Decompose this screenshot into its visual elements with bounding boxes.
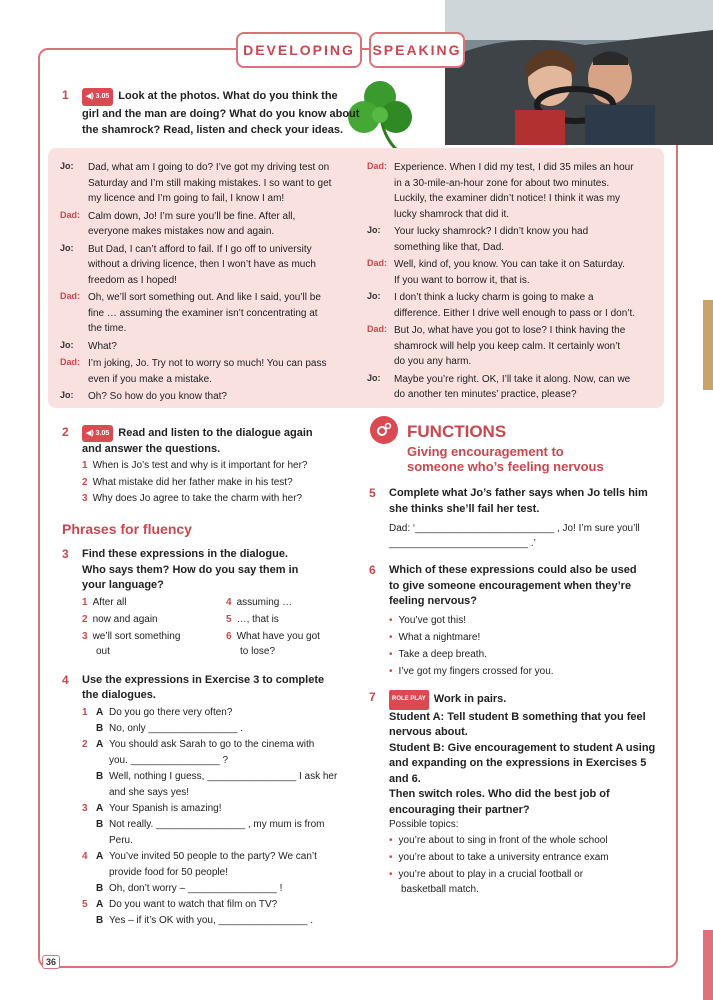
ex4-line-a: Do you go there very often?: [109, 707, 233, 718]
speaker-label: Dad:: [60, 291, 80, 301]
dialogue-line: something like that, Dad.: [394, 241, 505, 253]
ex7-bullet: • you’re about to take a university entrance exam: [389, 852, 609, 863]
dialogue-line: I don’t think a lucky charm is going to make a: [394, 292, 594, 303]
edge-tab: [703, 300, 713, 390]
ex4-line-a: You’ve invited 50 people to the party? We can’t: [109, 851, 317, 862]
dialogue-line: do you any harm.: [394, 356, 472, 367]
dialogue-line: But Dad, I can’t afford to fail. If I go off to university: [88, 243, 312, 255]
speaker-b: B: [96, 771, 104, 782]
speaker-b: B: [96, 915, 104, 926]
ex3-item: 1 After all: [82, 597, 127, 608]
speaker-label: Dad:: [367, 258, 387, 268]
speaker-a: A: [96, 851, 104, 862]
ex7-instructions: ROLE PLAY Work in pairs. Student A: Tell student B something that you feel nervous about. Student B: Give encouragement to student A using and expanding on the expressions in Exercises 5 and 6. Then switch roles. Who did the best job of encouraging their partner?: [389, 690, 655, 818]
dialogue-line: difference. Either I drive well enough to pass or I don’t.: [394, 307, 636, 319]
ex2-number: 2: [62, 425, 69, 439]
dialogue-line: do another ten minutes’ practice, please?: [394, 389, 577, 400]
functions-heading: FUNCTIONS: [407, 422, 507, 441]
dialogue-line: Well, kind of, you know. You can take it on Saturday.: [394, 259, 625, 270]
dialogue-line: freedom as I hoped!: [88, 274, 177, 286]
ex4-line-b: Oh, don’t worry – ________________ !: [109, 883, 283, 894]
ex6-bullet: • I’ve got my fingers crossed for you.: [389, 666, 554, 677]
ex1-number: 1: [62, 88, 69, 102]
ex3-item: 3 we’ll sort something out: [82, 631, 181, 657]
ex4-item-number: 4: [82, 851, 88, 862]
tab-developing: DEVELOPING: [236, 32, 362, 68]
dialogue-line: Experience. When I did my test, I did 35 miles an hour: [394, 162, 634, 173]
dialogue-line: lucky shamrock that did it.: [394, 208, 510, 220]
ex6-bullet: • You’ve got this!: [389, 615, 466, 626]
ex4-line-b: No, only ________________ .: [109, 723, 244, 734]
ex3-item: 4 assuming …: [226, 597, 293, 608]
speaker-b: B: [96, 723, 104, 734]
ex2-instructions: ◀) 3.05 Read and listen to the dialogue again and answer the questions.: [82, 427, 313, 455]
speaker-label: Dad:: [367, 324, 387, 334]
speaker-b: B: [96, 883, 104, 894]
ex1-instructions: ◀) 3.05 Look at the photos. What do you think the girl and the man are doing? What do you know about the shamrock? Read, listen and check your ideas.: [82, 90, 360, 136]
dialogue-line: shamrock will help you keep calm. It certainly won’t: [394, 340, 621, 352]
ex4-line-b: Peru.: [109, 835, 133, 846]
speaker-label: Jo:: [60, 339, 74, 350]
dialogue-line: the time.: [88, 323, 127, 334]
dialogue-line: without a driving licence, then I won’t have as much: [88, 259, 316, 270]
audio-icon[interactable]: ◀) 3.05: [82, 88, 113, 106]
phrases-heading: Phrases for fluency: [62, 521, 192, 537]
edge-tab: [703, 930, 713, 1000]
ex3-item: 6 What have you got to lose?: [226, 631, 320, 657]
ex6-bullet: • Take a deep breath.: [389, 649, 487, 660]
dialogue-line: Your lucky shamrock? I didn’t know you had: [394, 226, 589, 237]
ex4-line-a: You should ask Sarah to go to the cinema with: [109, 739, 315, 750]
ex4-line-b: Yes – if it’s OK with you, ________________ .: [109, 915, 314, 926]
speaker-a: A: [96, 899, 104, 910]
car-photo: [445, 0, 713, 145]
dialogue-line: my licence and I’m going to fail, I know I am!: [88, 193, 285, 204]
ex4-line-a: Do you want to watch that film on TV?: [109, 899, 278, 910]
dialogue-line: But Jo, what have you got to lose? I think having the: [394, 325, 626, 336]
ex4-item-number: 3: [82, 803, 88, 814]
dialogue-line: What?: [88, 340, 117, 352]
speaker-a: A: [96, 803, 104, 814]
ex3-item: 2 now and again: [82, 614, 158, 625]
topics-label: Possible topics:: [389, 819, 459, 830]
ex4-item-number: 1: [82, 707, 88, 718]
dialogue-line: Dad, what am I going to do? I’ve got my driving test on: [88, 162, 330, 173]
audio-icon[interactable]: ◀) 3.05: [82, 425, 113, 442]
dialogue-line: even if you make a mistake.: [88, 373, 212, 385]
speaker-a: A: [96, 707, 104, 718]
ex4-item-number: 5: [82, 899, 88, 910]
ex3-instructions: Find these expressions in the dialogue. Who says them? How do you say them in your language?: [82, 548, 299, 591]
ex4-line-a: provide food for 50 people!: [109, 867, 228, 878]
ex6-instructions: Which of these expressions could also be used to give someone encouragement when they’re feeling nervous?: [389, 564, 637, 607]
speaker-label: Jo:: [60, 242, 74, 253]
ex6-bullet: • What a nightmare!: [389, 632, 481, 643]
ex5-line[interactable]: _________________________ .’: [389, 538, 536, 549]
ex4-line-b: Not really. ________________ , my mum is from: [109, 819, 325, 830]
tab-speaking: SPEAKING: [369, 32, 465, 68]
dialogue-line: Oh, we’ll sort something out. And like I said, you’ll be: [88, 292, 321, 303]
dialogue-line: I’m joking, Jo. Try not to worry so much! You can pass: [88, 358, 327, 369]
ex4-line-a: Your Spanish is amazing!: [109, 803, 222, 814]
speaker-b: B: [96, 819, 104, 830]
dialogue-line: everyone makes mistakes now and again.: [88, 226, 275, 237]
dialogue-line: Maybe you’re right. OK, I’ll take it along. Now, can we: [394, 373, 631, 385]
ex2-item: 2 What mistake did her father make in his test?: [82, 477, 293, 488]
ex3-number: 3: [62, 547, 69, 561]
ex5-line[interactable]: Dad: ‘_________________________ , Jo! I’m sure you’ll: [389, 523, 640, 534]
speaker-label: Jo:: [60, 390, 74, 400]
ex3-item: 5 …, that is: [226, 614, 279, 625]
ex4-instructions: Use the expressions in Exercise 3 to complete the dialogues.: [82, 674, 325, 701]
dialogue-line: Oh? So how do you know that?: [88, 391, 227, 402]
speaker-label: Dad:: [60, 209, 80, 220]
speaker-a: A: [96, 739, 104, 750]
dialogue-line: Luckily, the examiner didn’t notice! I think it was my: [394, 193, 621, 204]
speaker-label: Dad:: [367, 161, 387, 171]
ex6-number: 6: [369, 563, 376, 577]
ex5-instructions: Complete what Jo’s father says when Jo tells him she thinks she’ll fail her test.: [389, 487, 648, 515]
ex7-bullet: • you’re about to sing in front of the whole school: [389, 835, 608, 846]
speaker-label: Jo:: [60, 161, 74, 171]
ex4-line-a: you. ________________ ?: [109, 755, 229, 766]
ex4-number: 4: [62, 673, 69, 687]
ex2-item: 1 When is Jo’s test and why is it important for her?: [82, 460, 308, 471]
speaker-label: Jo:: [367, 225, 381, 235]
ex4-line-b: Well, nothing I guess, ________________ I ask her: [109, 771, 338, 782]
role-play-badge: ROLE PLAY: [389, 690, 429, 710]
ex7-number: 7: [369, 690, 376, 704]
dialogue-line: Calm down, Jo! I’m sure you’ll be fine. After all,: [88, 210, 296, 222]
dialogue-line: in a 30-mile-an-hour zone for about two minutes.: [394, 177, 610, 189]
ex5-number: 5: [369, 486, 376, 500]
ex4-line-b: and she says yes!: [109, 787, 190, 798]
dialogue-line: fine … assuming the examiner isn’t concentrating at: [88, 307, 318, 319]
speaker-label: Jo:: [367, 372, 381, 383]
page-number: 36: [42, 955, 60, 969]
ex2-item: 3 Why does Jo agree to take the charm with her?: [82, 493, 303, 504]
speaker-label: Jo:: [367, 291, 381, 301]
functions-subheading: Giving encouragement to someone who’s feeling nervous: [407, 444, 604, 474]
dialogue-line: If you want to borrow it, that is.: [394, 274, 530, 286]
ex4-item-number: 2: [82, 739, 88, 750]
speaker-label: Dad:: [60, 357, 80, 367]
ex7-bullet: • you’re about to play in a crucial football or basketball match.: [389, 869, 584, 895]
dialogue-line: Saturday and I’m still making mistakes. I so want to get: [88, 177, 332, 189]
gear-icon: [370, 416, 398, 444]
